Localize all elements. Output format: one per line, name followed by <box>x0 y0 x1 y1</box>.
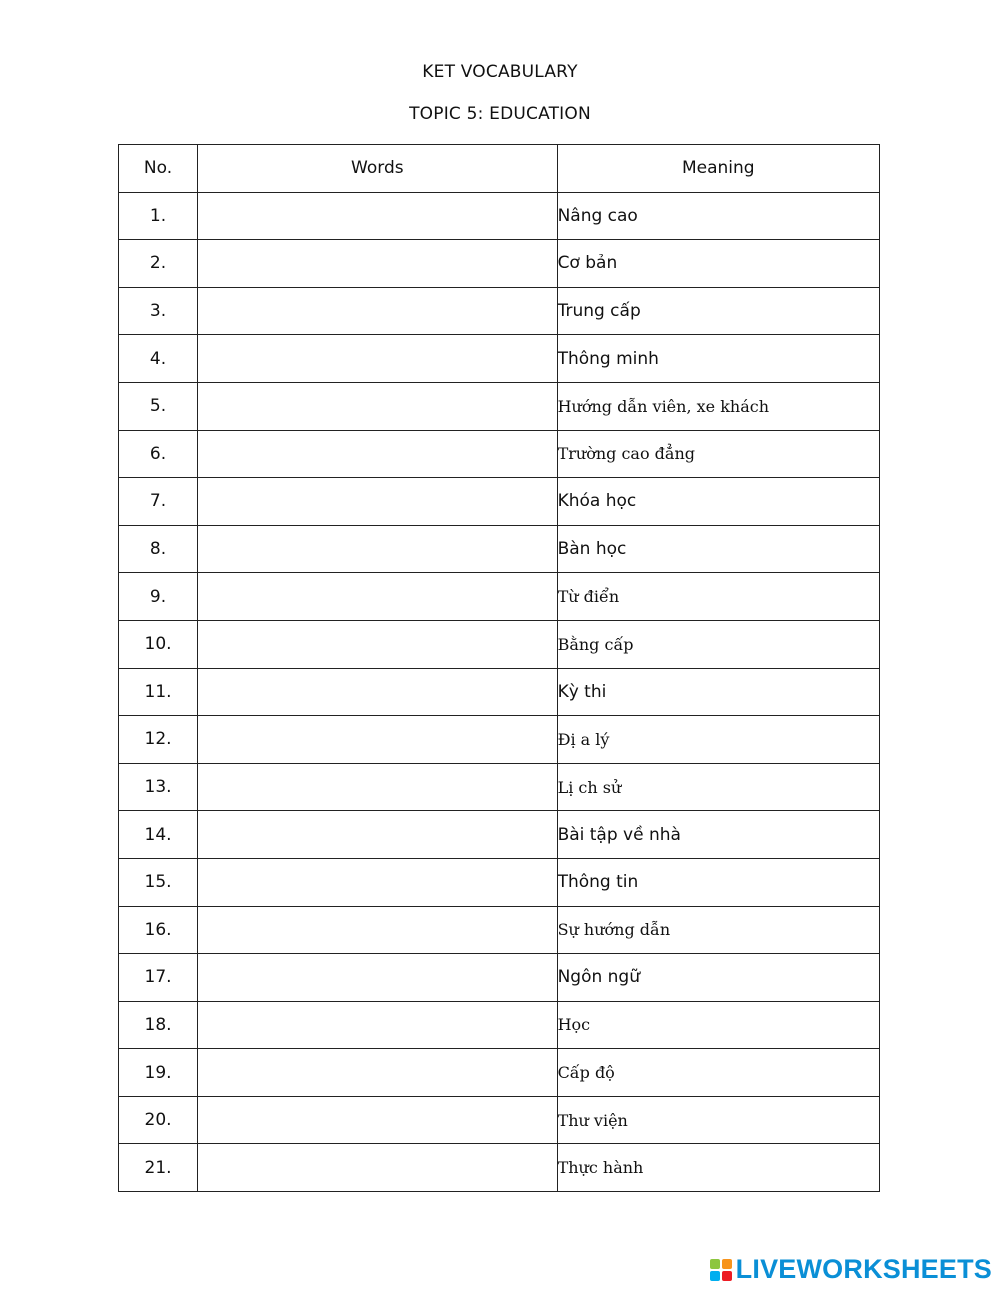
column-header-no: No. <box>119 145 198 193</box>
word-cell <box>198 1144 557 1192</box>
word-answer-input[interactable] <box>198 669 556 716</box>
word-cell <box>198 811 557 859</box>
word-answer-input[interactable] <box>198 1097 556 1144</box>
table-row <box>119 430 880 478</box>
word-answer-input[interactable] <box>198 1144 556 1191</box>
page-title: KET VOCABULARY <box>422 62 578 82</box>
meaning-cell: Thông tin <box>557 858 879 906</box>
table-row <box>119 858 880 906</box>
word-cell <box>198 192 557 240</box>
word-cell <box>198 573 557 621</box>
logo-square <box>722 1259 732 1269</box>
vocabulary-table-body <box>119 192 880 1191</box>
word-answer-input[interactable] <box>198 383 556 430</box>
word-cell <box>198 906 557 954</box>
meaning-cell: Lị ch sử <box>557 763 879 811</box>
word-cell <box>198 763 557 811</box>
meaning-cell: Trường cao đẳng <box>557 430 879 478</box>
word-cell <box>198 954 557 1002</box>
table-row <box>119 811 880 859</box>
table-row <box>119 954 880 1002</box>
vocabulary-table <box>118 144 880 1192</box>
meaning-cell: Cấp độ <box>557 1049 879 1097</box>
table-row <box>119 240 880 288</box>
meaning-cell: Bàn học <box>557 525 879 573</box>
word-cell <box>198 382 557 430</box>
row-number: 9. <box>119 573 198 621</box>
table-row <box>119 335 880 383</box>
column-header-words: Words <box>198 145 557 193</box>
meaning-cell: Thông minh <box>557 335 879 383</box>
meaning-cell: Cơ bản <box>557 240 879 288</box>
meaning-cell: Bằng cấp <box>557 620 879 668</box>
table-row <box>119 906 880 954</box>
word-answer-input[interactable] <box>198 288 556 335</box>
row-number: 14. <box>119 811 198 859</box>
table-row <box>119 287 880 335</box>
word-answer-input[interactable] <box>198 193 556 240</box>
row-number: 15. <box>119 858 198 906</box>
meaning-cell: Hướng dẫn viên, xe khách <box>557 382 879 430</box>
table-row <box>119 620 880 668</box>
meaning-cell: Đị a lý <box>557 716 879 764</box>
row-number: 16. <box>119 906 198 954</box>
logo-square <box>710 1271 720 1281</box>
word-cell <box>198 668 557 716</box>
word-answer-input[interactable] <box>198 335 556 382</box>
word-answer-input[interactable] <box>198 478 556 525</box>
word-cell <box>198 1096 557 1144</box>
table-row <box>119 1144 880 1192</box>
word-cell <box>198 858 557 906</box>
word-cell <box>198 525 557 573</box>
word-answer-input[interactable] <box>198 573 556 620</box>
word-cell <box>198 287 557 335</box>
row-number: 11. <box>119 668 198 716</box>
word-cell <box>198 716 557 764</box>
row-number: 4. <box>119 335 198 383</box>
word-cell <box>198 430 557 478</box>
row-number: 12. <box>119 716 198 764</box>
row-number: 1. <box>119 192 198 240</box>
word-answer-input[interactable] <box>198 1049 556 1096</box>
word-cell <box>198 240 557 288</box>
table-row <box>119 716 880 764</box>
word-answer-input[interactable] <box>198 716 556 763</box>
table-row <box>119 1049 880 1097</box>
word-cell <box>198 620 557 668</box>
meaning-cell: Bài tập về nhà <box>557 811 879 859</box>
word-cell <box>198 335 557 383</box>
table-row <box>119 525 880 573</box>
meaning-cell: Nâng cao <box>557 192 879 240</box>
table-row <box>119 382 880 430</box>
table-row <box>119 192 880 240</box>
row-number: 3. <box>119 287 198 335</box>
page-subtitle: TOPIC 5: EDUCATION <box>409 104 591 124</box>
row-number: 13. <box>119 763 198 811</box>
word-answer-input[interactable] <box>198 859 556 906</box>
meaning-cell: Khóa học <box>557 478 879 526</box>
word-answer-input[interactable] <box>198 240 556 287</box>
liveworksheets-logo-icon <box>710 1259 732 1281</box>
table-row <box>119 573 880 621</box>
word-cell <box>198 1049 557 1097</box>
meaning-cell: Ngôn ngữ <box>557 954 879 1002</box>
row-number: 19. <box>119 1049 198 1097</box>
table-row <box>119 668 880 716</box>
table-row <box>119 763 880 811</box>
meaning-cell: Kỳ thi <box>557 668 879 716</box>
word-answer-input[interactable] <box>198 954 556 1001</box>
word-cell <box>198 1001 557 1049</box>
word-answer-input[interactable] <box>198 621 556 668</box>
word-answer-input[interactable] <box>198 907 556 954</box>
meaning-cell: Học <box>557 1001 879 1049</box>
column-header-meaning: Meaning <box>557 145 879 193</box>
meaning-cell: Sự hướng dẫn <box>557 906 879 954</box>
table-row <box>119 478 880 526</box>
row-number: 17. <box>119 954 198 1002</box>
row-number: 20. <box>119 1096 198 1144</box>
logo-square <box>710 1259 720 1269</box>
word-answer-input[interactable] <box>198 764 556 811</box>
brand-name: LIVEWORKSHEETS <box>735 1254 992 1284</box>
meaning-cell: Từ điển <box>557 573 879 621</box>
word-answer-input[interactable] <box>198 526 556 573</box>
word-answer-input[interactable] <box>198 811 556 858</box>
word-answer-input[interactable] <box>198 1002 556 1049</box>
row-number: 18. <box>119 1001 198 1049</box>
logo-square <box>722 1271 732 1281</box>
row-number: 7. <box>119 478 198 526</box>
table-row <box>119 1096 880 1144</box>
row-number: 10. <box>119 620 198 668</box>
word-cell <box>198 478 557 526</box>
row-number: 5. <box>119 382 198 430</box>
word-answer-input[interactable] <box>198 431 556 478</box>
row-number: 2. <box>119 240 198 288</box>
row-number: 6. <box>119 430 198 478</box>
meaning-cell: Trung cấp <box>557 287 879 335</box>
table-header-row <box>119 145 880 193</box>
liveworksheets-brand <box>710 1254 992 1285</box>
meaning-cell: Thư viện <box>557 1096 879 1144</box>
row-number: 21. <box>119 1144 198 1192</box>
row-number: 8. <box>119 525 198 573</box>
meaning-cell: Thực hành <box>557 1144 879 1192</box>
table-row <box>119 1001 880 1049</box>
